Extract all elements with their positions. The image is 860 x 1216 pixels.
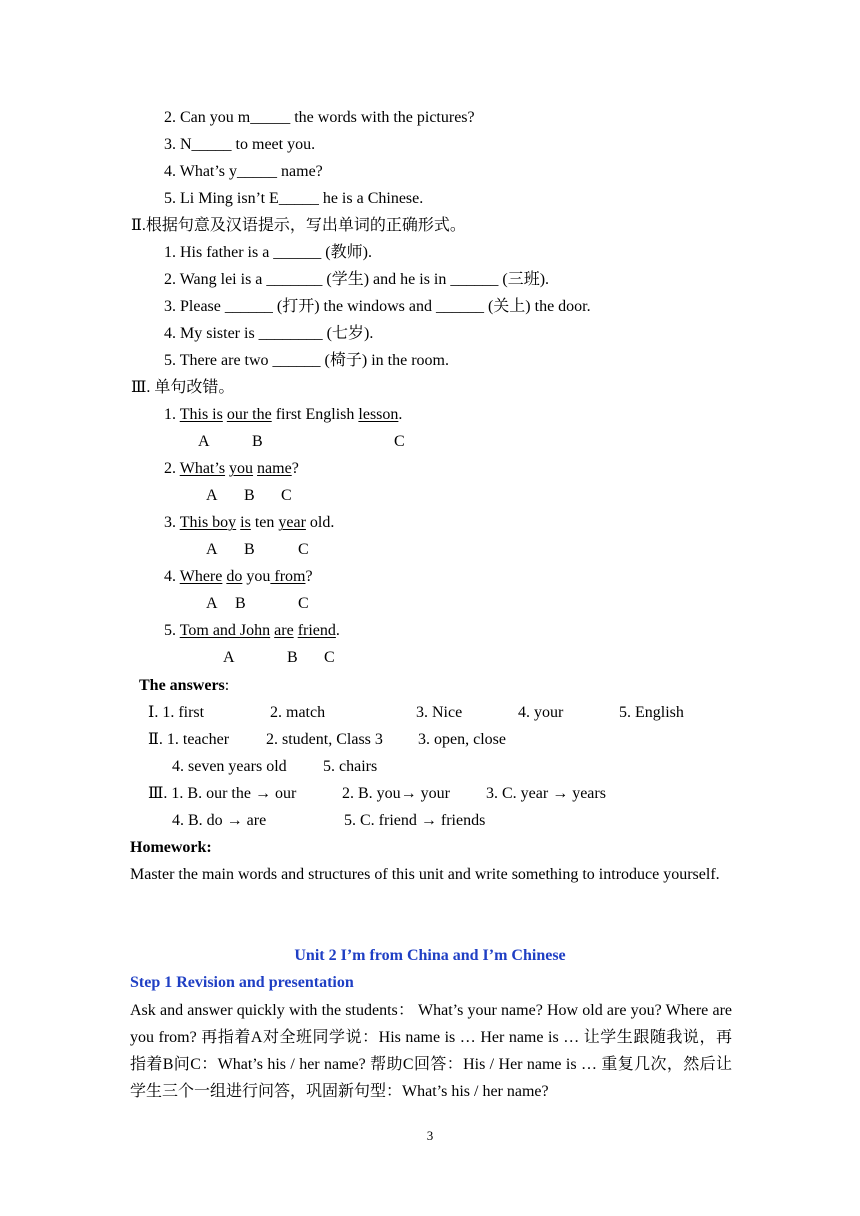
homework-text: Master the main words and structures of this unit and write something to introduce yourself.: [130, 866, 720, 883]
exercise-item: 5. Li Ming isn’t E_____ he is a Chinese.: [164, 190, 424, 207]
option-letter: C: [324, 649, 335, 666]
answer-item: Ⅱ. 1. teacher: [148, 731, 230, 748]
answer-item: 3. open, close: [418, 731, 506, 748]
option-letter: A: [198, 433, 210, 450]
answer-item: Ⅰ. 1. first: [148, 704, 205, 721]
unit-title: Unit 2 I’m from China and I’m Chinese: [294, 947, 566, 964]
option-letter: C: [298, 541, 309, 558]
option-letter: C: [394, 433, 405, 450]
exercise-item: 2. Wang lei is a _______ (学生) and he is in ______ (三班).: [164, 271, 550, 288]
option-letter: B: [235, 595, 246, 612]
option-letter: B: [287, 649, 298, 666]
exercise-item: 5. There are two ______ (椅子) in the room.: [164, 352, 449, 369]
answers-title: The answers:: [139, 677, 230, 694]
error-sentence: 4. Where do you from?: [164, 568, 313, 585]
option-letter: B: [252, 433, 263, 450]
unit-paragraph: Ask and answer quickly with the students： What’s your name? How old are you? Where are you from? 再指着A对全班同学说：His name is … Her name is … 让学生跟随我说，再指着B问C：What’s his / her name? 帮助C回答：His / Her name is … 重复几次，然后让学生三个一组进行问答，巩固新句型：What’s his / her name?: [130, 1002, 732, 1100]
option-letter: B: [244, 541, 255, 558]
exercise-item: 2. Can you m_____ the words with the pictures?: [164, 109, 475, 126]
answer-item: 5. C. friend → friends: [344, 812, 486, 829]
answer-item: 3. C. year → years: [486, 785, 606, 802]
answer-item: 5. chairs: [323, 758, 378, 775]
error-sentence: 3. This boy is ten year old.: [164, 514, 335, 531]
option-letter: C: [281, 487, 292, 504]
answer-item: Ⅲ. 1. B. our the → our: [148, 785, 297, 802]
option-letter: A: [206, 541, 218, 558]
option-letter: B: [244, 487, 255, 504]
exercise-item: 4. My sister is ________ (七岁).: [164, 325, 374, 342]
answer-item: 3. Nice: [416, 704, 463, 721]
answer-item: 4. B. do → are: [172, 812, 267, 829]
error-sentence: 5. Tom and John are friend.: [164, 622, 340, 639]
step-heading: Step 1 Revision and presentation: [130, 974, 354, 991]
section-heading: Ⅱ.根据句意及汉语提示，写出单词的正确形式。: [131, 217, 466, 234]
section-heading: Ⅲ. 单句改错。: [131, 379, 235, 396]
answer-item: 4. seven years old: [172, 758, 287, 775]
exercise-item: 3. N_____ to meet you.: [164, 136, 316, 153]
exercise-item: 4. What’s y_____ name?: [164, 163, 323, 180]
option-letter: A: [206, 595, 218, 612]
homework-title: Homework:: [130, 839, 212, 856]
option-letter: A: [223, 649, 235, 666]
answer-item: 5. English: [619, 704, 684, 721]
page-number: 3: [426, 1128, 434, 1143]
error-sentence: 1. This is our the first English lesson.: [164, 406, 403, 423]
answer-item: 4. your: [518, 704, 564, 721]
exercise-item: 1. His father is a ______ (教师).: [164, 244, 372, 261]
option-letter: A: [206, 487, 218, 504]
answer-item: 2. student, Class 3: [266, 731, 383, 748]
answer-item: 2. B. you→ your: [342, 785, 450, 802]
option-letter: C: [298, 595, 309, 612]
error-sentence: 2. What’s you name?: [164, 460, 299, 477]
exercise-item: 3. Please ______ (打开) the windows and ______ (关上) the door.: [164, 298, 591, 315]
answer-item: 2. match: [270, 704, 326, 721]
